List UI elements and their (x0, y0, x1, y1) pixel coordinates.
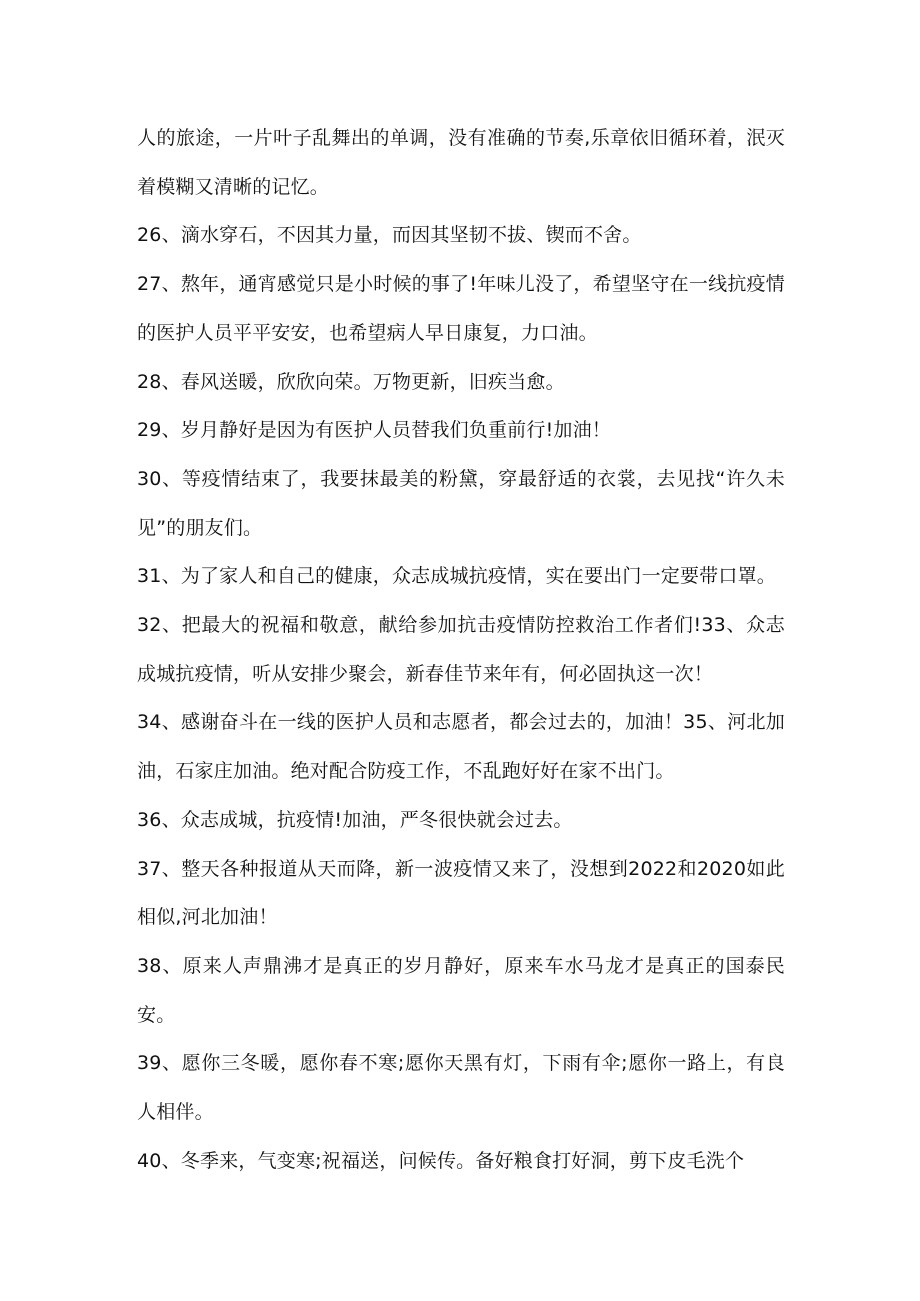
paragraph-36: 36、众志成城，抗疫情!加油，严冬很快就会过去。 (137, 808, 573, 831)
paragraph-34-35: 34、感谢奋斗在一线的医护人员和志愿者，都会过去的，加油！35、河北加油，石家庄加油。绝对配合防疫工作，不乱跑好好在家不出门。 (137, 711, 785, 783)
paragraph-39: 39、愿你三冬暖，愿你春不寒;愿你天黑有灯，下雨有伞;愿你一路上，有良人相伴。 (137, 1052, 785, 1124)
paragraph-37: 37、整天各种报道从天而降，新一波疫情又来了，没想到2022和2020如此相似,河北加油！ (137, 857, 785, 929)
paragraph-continuation: 人的旅途，一片叶子乱舞出的单调，没有准确的节奏,乐章依旧循环着，泯灭着模糊又清晰的记忆。 (137, 127, 785, 198)
paragraph-28: 28、春风送暖，欣欣向荣。万物更新，旧疾当愈。 (137, 370, 565, 393)
paragraph-27: 27、熬年，通宵感觉只是小时候的事了!年味儿没了，希望坚守在一线抗疫情的医护人员平平安安，也希望病人早日康复，力口油。 (137, 273, 785, 344)
document-body (137, 114, 785, 1185)
paragraph-29: 29、岁月静好是因为有医护人员替我们负重前行!加油！ (137, 419, 611, 442)
paragraph-31: 31、为了家人和自己的健康，众志成城抗疫情，实在要出门一定要带口罩。 (137, 565, 776, 588)
paragraph-38: 38、原来人声鼎沸才是真正的岁月静好，原来车水马龙才是真正的国泰民安。 (137, 954, 785, 1026)
paragraph-26: 26、滴水穿石，不因其力量，而因其坚韧不拔、锲而不舍。 (137, 224, 642, 247)
paragraph-30: 30、等疫情结束了，我要抹最美的粉黛，穿最舒适的衣裳，去见找“许久未见”的朋友们。 (137, 467, 785, 539)
paragraph-40: 40、冬季来，气变寒;祝福送，问候传。备好粮食打好洞，剪下皮毛洗个 (137, 1149, 745, 1172)
paragraph-32-33: 32、把最大的祝福和敬意，献给参加抗击疫情防控救治工作者们!33、众志成城抗疫情，听从安排少聚会，新春佳节来年有，何必固执这一次！ (137, 614, 785, 685)
